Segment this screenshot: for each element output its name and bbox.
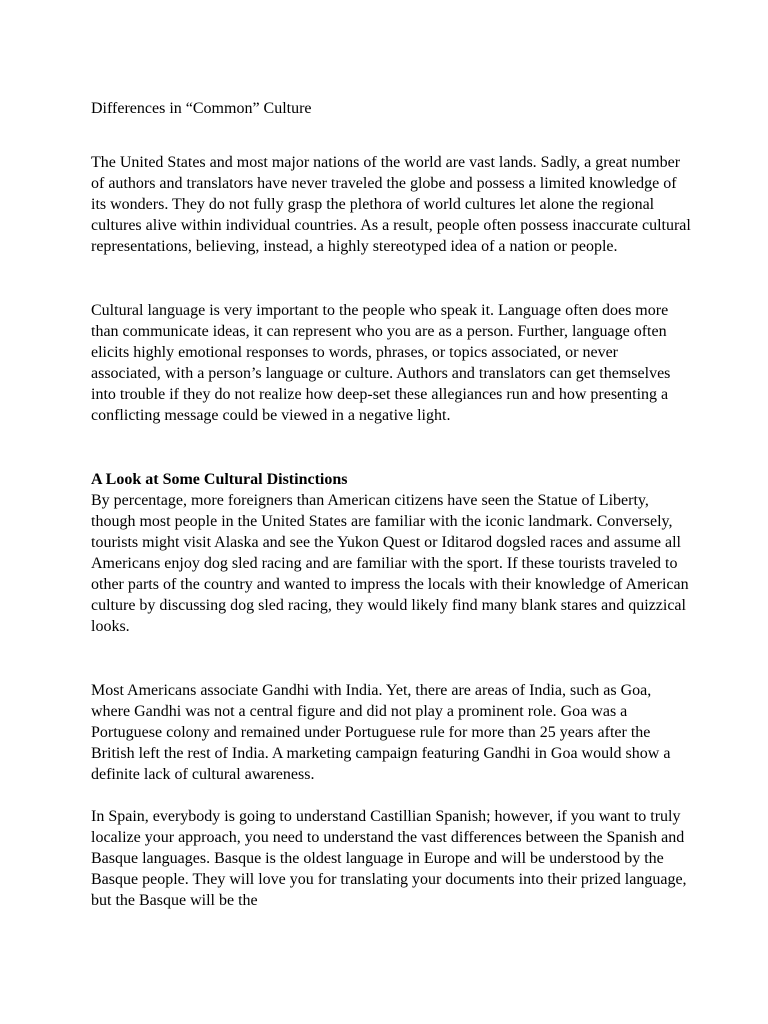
section-heading: A Look at Some Cultural Distinctions xyxy=(91,471,348,488)
document-title: Differences in “Common” Culture xyxy=(91,100,312,117)
paragraph-1: The United States and most major nations of the world are vast lands. Sadly, a great number of authors and translators have never traveled the globe and possess a limited knowledge of its wonders. They do not fully grasp the plethora of world cultures let alone the regional cultures alive within individual countries. As a result, people often possess inaccurate cultural representations, believing, instead, a highly stereotyped idea of a nation or people. xyxy=(91,154,691,255)
paragraph-2: Cultural language is very important to the people who speak it. Language often does more than communicate ideas, it can represent who you are as a person. Further, language often elicits highly emotional responses to words, phrases, or topics associated, or never associated, with a person’s language or culture. Authors and translators can get themselves into trouble if they do not realize how deep-set these allegiances run and how presenting a conflicting message could be viewed in a negative light. xyxy=(91,302,671,424)
paragraph-4: Most Americans associate Gandhi with India. Yet, there are areas of India, such as Goa, where Gandhi was not a central figure and did not play a prominent role. Goa was a Portuguese colony and remained under Portuguese rule for more than 25 years after the British left the rest of India. A marketing campaign featuring Gandhi in Goa would show a definite lack of cultural awareness. xyxy=(91,682,671,783)
paragraph-3: By percentage, more foreigners than American citizens have seen the Statue of Liberty, though most people in the United States are familiar with the iconic landmark. Conversely, tourists might visit Alaska and see the Yukon Quest or Iditarod dogsled races and assume all Americans enjoy dog sled racing and are familiar with the sport. If these tourists traveled to other parts of the country and wanted to impress the locals with their knowledge of American culture by discussing dog sled racing, they would likely find many blank stares and quizzical looks. xyxy=(91,492,689,635)
paragraph-5: In Spain, everybody is going to understand Castillian Spanish; however, if you want to truly localize your approach, you need to understand the vast differences between the Spanish and Basque languages. Basque is the oldest language in Europe and will be understood by the Basque people. They will love you for translating your documents into their prized language, but the Basque will be the xyxy=(91,808,687,909)
